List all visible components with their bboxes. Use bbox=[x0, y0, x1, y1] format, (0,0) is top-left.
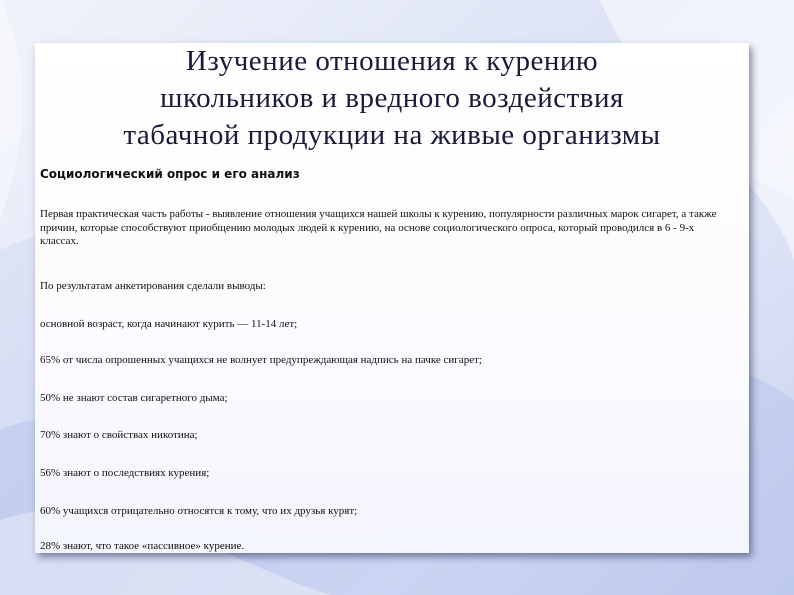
finding-item: 50% не знают состав сигаретного дыма; bbox=[40, 392, 228, 404]
slide-title bbox=[35, 43, 749, 154]
finding-item: 28% знают, что такое «пассивное» курение. bbox=[40, 540, 245, 552]
title-line-2: школьников и вредного воздействия bbox=[160, 82, 624, 114]
finding-item: 60% учащихся отрицательно относятся к тому, что их друзья курят; bbox=[40, 505, 358, 517]
title-line-1: Изучение отношения к курению bbox=[185, 45, 599, 77]
finding-item: 56% знают о последствиях курения; bbox=[40, 467, 210, 479]
intro-paragraph: Первая практическая часть работы - выявление отношения учащихся нашей школы к курению, популярности различных марок сигарет, а также причин, которые способствуют приобщению молодых людей к курению, на основе социологического опроса, который проводился в 6 - 9-х классах. bbox=[40, 208, 717, 247]
content-panel bbox=[35, 43, 749, 553]
finding-item: 70% знают о свойствах никотина; bbox=[40, 429, 198, 441]
finding-item: основной возраст, когда начинают курить — 11-14 лет; bbox=[40, 318, 298, 330]
title-line-3: табачной продукции на живые организмы bbox=[123, 119, 661, 151]
slide-subtitle: Социологический опрос и его анализ bbox=[40, 167, 300, 181]
conclusions-heading: По результатам анкетирования сделали выводы: bbox=[40, 280, 266, 292]
finding-item: 65% от числа опрошенных учащихся не волнует предупреждающая надпись на пачке сигарет; bbox=[40, 354, 482, 366]
